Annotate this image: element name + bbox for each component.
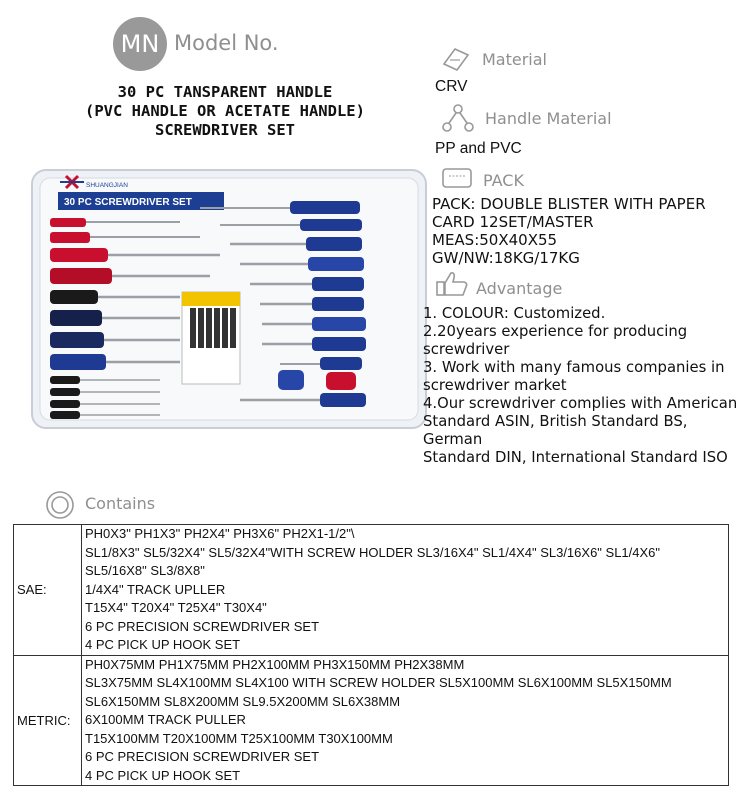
item-line: SL1/8X3" SL5/32X4" SL5/32X4"WITH SCREW HOLDER SL3/16X4" SL1/4X4" SL3/16X6" SL1/4X6" — [85, 544, 661, 560]
product-title — [20, 83, 430, 140]
set-banner-text: 30 PC SCREWDRIVER SET — [64, 197, 192, 208]
pack-line: GW/NW:18KG/17KG — [432, 249, 580, 267]
pack-line: MEAS:50X40X55 — [432, 231, 558, 249]
advantage-item: 2.20years experience for producing screwdriver — [423, 323, 688, 358]
row-items — [82, 525, 729, 656]
pack-details — [432, 195, 706, 267]
item-line: 4 PC PICK UP HOOK SET — [85, 637, 241, 652]
brand-name: SHUANGJIAN — [86, 182, 128, 189]
row-label: SAE: — [14, 525, 82, 656]
item-line: PH0X75MM PH1X75MM PH2X100MM PH3X150MM PH2X38MM — [85, 656, 465, 672]
material-heading: Material — [482, 50, 547, 69]
network-icon — [441, 103, 475, 133]
thumbs-up-icon — [435, 270, 471, 298]
table-row — [14, 525, 729, 656]
item-line: SL6X150MM SL8X200MM SL9.5X200MM SL6X38MM — [85, 693, 401, 709]
item-line: SL3X75MM SL4X100MM SL4X100 WITH SCREW HOLDER SL5X100MM SL6X100MM SL5X150MM — [85, 675, 672, 690]
advantage-item: 1. COLOUR: Customized. — [423, 305, 606, 322]
advantage-heading: Advantage — [476, 279, 563, 298]
item-line: 1/4X4" TRACK UPLLER — [85, 581, 226, 597]
row-label: METRIC: — [14, 655, 82, 786]
pack-line: PACK: DOUBLE BLISTER WITH PAPER — [432, 195, 706, 213]
model-badge: MN — [113, 17, 167, 71]
precision-set — [182, 292, 240, 384]
item-line: SL5/16X8" SL3/8X8" — [85, 563, 205, 578]
material-value: CRV — [435, 78, 468, 95]
table-row — [14, 655, 729, 786]
package-icon — [441, 167, 473, 189]
title-line-3: SCREWDRIVER SET — [155, 121, 295, 139]
title-line-1: 30 PC TANSPARENT HANDLE — [117, 83, 333, 101]
advantage-list — [423, 305, 748, 467]
item-line: 6 PC PRECISION SCREWDRIVER SET — [85, 618, 320, 634]
handle-material-heading: Handle Material — [485, 109, 612, 128]
blade-icon — [441, 46, 471, 72]
pack-heading: PACK — [483, 171, 524, 190]
item-line: 4 PC PICK UP HOOK SET — [85, 767, 241, 783]
contents-table — [13, 524, 729, 786]
advantage-item: Standard DIN, International Standard ISO — [423, 449, 728, 466]
item-line: T15X4" T20X4" T25X4" T30X4" — [85, 600, 267, 615]
item-line: 6X100MM TRACK PULLER — [85, 712, 246, 727]
item-line: PH0X3" PH1X3" PH2X4" PH3X6" PH2X1-1/2"\ — [85, 526, 355, 541]
model-number-label: Model No. — [174, 31, 279, 55]
title-line-2: (PVC HANDLE OR ACETATE HANDLE) — [85, 102, 365, 120]
item-line: T15X100MM T20X100MM T25X100MM T30X100MM — [85, 730, 393, 746]
advantage-item: 3. Work with many famous companies in screwdriver market — [423, 359, 725, 394]
handle-material-value: PP and PVC — [435, 140, 522, 157]
pack-line: CARD 12SET/MASTER — [432, 213, 594, 231]
contains-heading: Contains — [85, 494, 156, 513]
advantage-item: 4.Our screwdriver complies with American Standard ASIN, British Standard BS, German — [423, 395, 738, 448]
contains-icon — [45, 490, 75, 520]
product-photo — [30, 168, 428, 430]
item-line: 6 PC PRECISION SCREWDRIVER SET — [85, 749, 320, 764]
row-items — [82, 655, 729, 786]
